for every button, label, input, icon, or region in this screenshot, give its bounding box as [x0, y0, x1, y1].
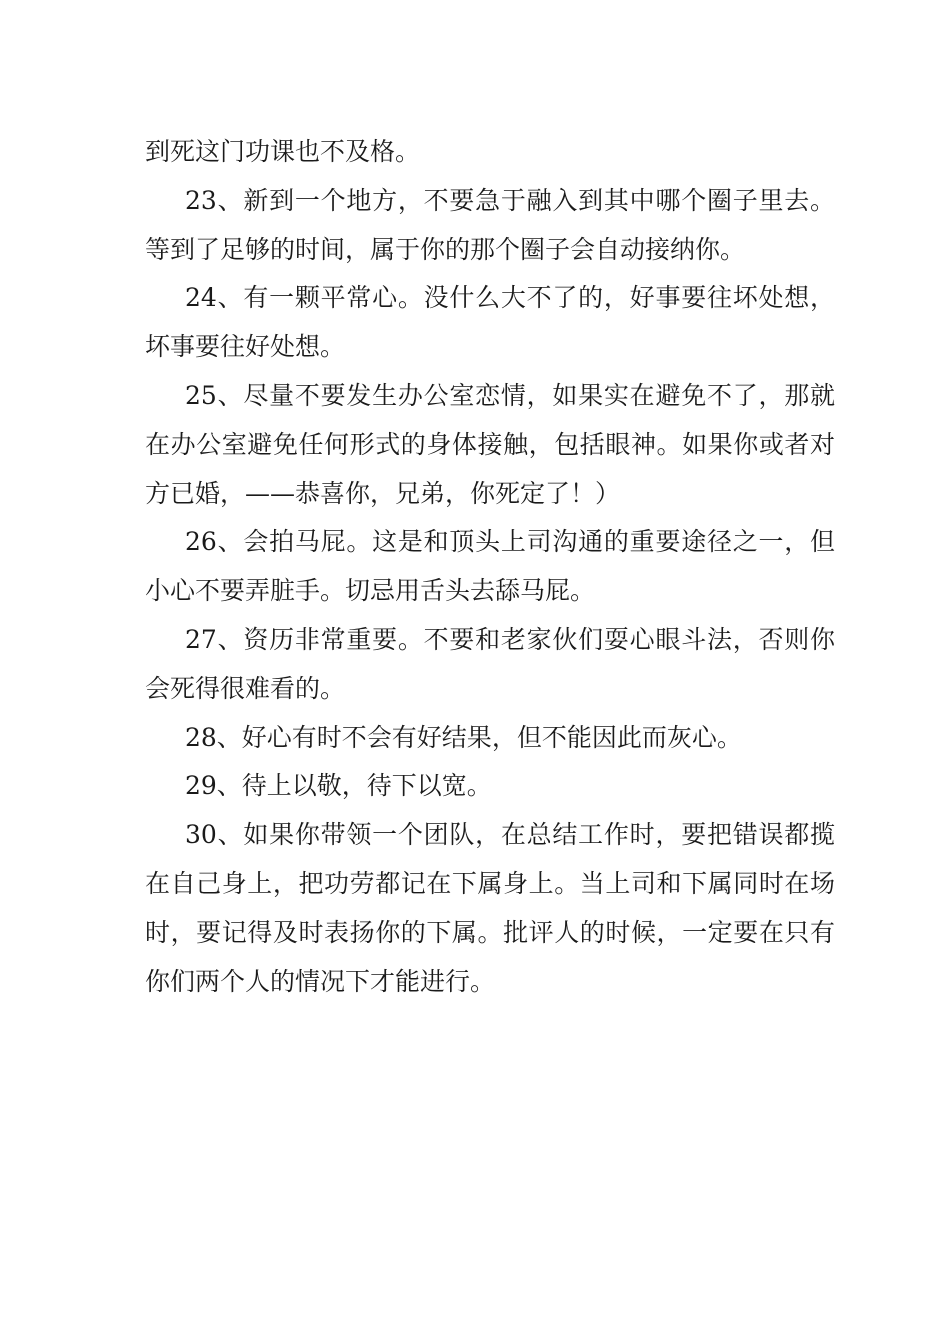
paragraph-item-27: 27、资历非常重要。不要和老家伙们耍心眼斗法，否则你会死得很难看的。	[145, 624, 835, 703]
paragraph-item-28: 28、好心有时不会有好结果，但不能因此而灰心。	[185, 722, 742, 752]
paragraph-item-23: 23、新到一个地方，不要急于融入到其中哪个圈子里去。等到了足够的时间，属于你的那个圈子会自动接纳你。	[145, 185, 835, 264]
document-body	[145, 128, 835, 1006]
paragraph-item-26: 26、会拍马屁。这是和顶头上司沟通的重要途径之一，但小心不要弄脏手。切忌用舌头去舔马屁。	[145, 527, 835, 606]
paragraph-item-30: 30、如果你带领一个团队，在总结工作时，要把错误都揽在自己身上，把功劳都记在下属身上。当上司和下属同时在场时，要记得及时表扬你的下属。批评人的时候，一定要在只有你们两个人的情况下才能进行。	[145, 820, 835, 996]
paragraph-item-29: 29、待上以敬，待下以宽。	[185, 771, 492, 801]
paragraph-item-24: 24、有一颗平常心。没什么大不了的，好事要往坏处想，坏事要往好处想。	[145, 283, 835, 362]
paragraph-item-25: 25、尽量不要发生办公室恋情，如果实在避免不了，那就在办公室避免任何形式的身体接触，包括眼神。如果你或者对方已婚，——恭喜你，兄弟，你死定了！）	[145, 380, 835, 508]
paragraph-continuation: 到死这门功课也不及格。	[145, 137, 421, 166]
